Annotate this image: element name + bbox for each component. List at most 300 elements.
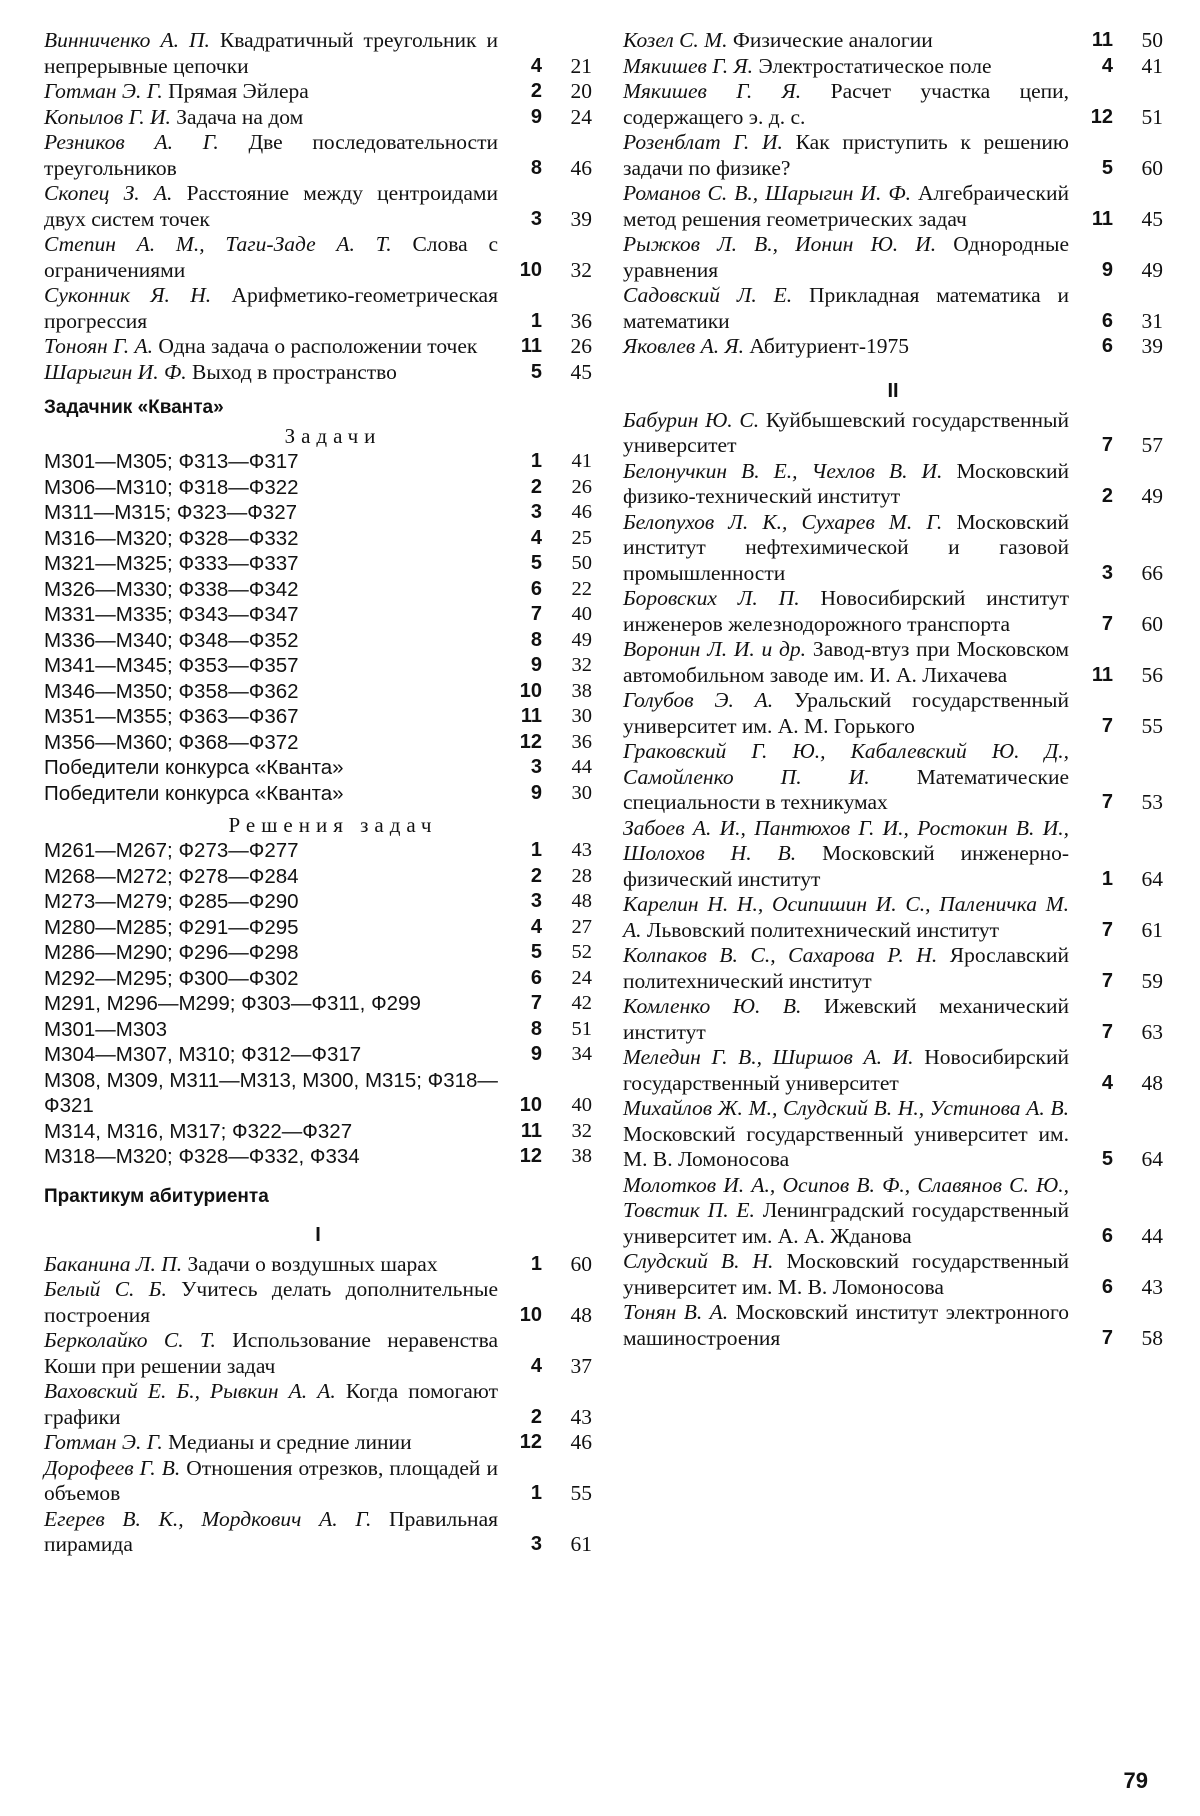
index-entry bbox=[44, 1328, 592, 1379]
entry-text bbox=[623, 994, 1069, 1045]
entry-title: Учитесь делать дополнительные построения bbox=[44, 1277, 498, 1327]
entry-title: Московский физико-технический институт bbox=[623, 458, 1070, 508]
issue-number: 6 bbox=[1101, 1224, 1113, 1247]
index-entry bbox=[623, 232, 1163, 283]
entry-text bbox=[44, 1507, 498, 1558]
issue-number: 8 bbox=[530, 628, 542, 651]
entry-author: Копылов Г. И. bbox=[44, 104, 171, 129]
issue-number: 10 bbox=[519, 679, 542, 702]
issue-number: 9 bbox=[530, 654, 542, 676]
problem-range-entry bbox=[44, 940, 592, 966]
issue-number: 7 bbox=[530, 992, 542, 1014]
problems-list bbox=[44, 449, 592, 806]
entry-title: Новосибирский институт инженеров железнодорожного транспорта bbox=[623, 586, 1069, 636]
problem-range: М280—М285; Ф291—Ф295 bbox=[44, 915, 299, 939]
issue-number: 9 bbox=[1101, 258, 1113, 281]
entry-author: Мякишев Г. Я. bbox=[623, 79, 802, 103]
issue-number: 10 bbox=[519, 1094, 542, 1116]
page-ref: 43 bbox=[571, 839, 592, 861]
entry-text bbox=[623, 816, 1069, 893]
entry-title: Медианы и средние линии bbox=[168, 1430, 412, 1454]
problem-range-entry bbox=[44, 781, 592, 807]
issue-number: 3 bbox=[530, 756, 542, 778]
entry-text bbox=[623, 408, 1069, 459]
page-ref: 24 bbox=[570, 104, 592, 129]
page-ref: 57 bbox=[1141, 433, 1163, 457]
index-entry bbox=[623, 459, 1163, 510]
issue-number: 3 bbox=[530, 501, 542, 523]
problem-range: М301—М303 bbox=[44, 1017, 168, 1041]
index-entry bbox=[44, 1507, 592, 1558]
entry-text bbox=[44, 1430, 498, 1456]
issue-number: 8 bbox=[530, 1017, 542, 1040]
page-ref: 60 bbox=[1141, 155, 1163, 180]
issue-number: 3 bbox=[1101, 561, 1113, 584]
entry-author: Бабурин Ю. С. bbox=[623, 407, 760, 432]
subheading-resheniya: Решения задач bbox=[228, 813, 438, 837]
issue-number: 12 bbox=[519, 1431, 542, 1453]
issue-number: 11 bbox=[1091, 29, 1113, 51]
index-entry bbox=[623, 1300, 1163, 1351]
entry-text bbox=[623, 283, 1069, 334]
entry-author: Слудский В. Н. bbox=[623, 1249, 774, 1273]
issue-number: 6 bbox=[1101, 335, 1113, 357]
entry-text bbox=[623, 79, 1069, 130]
issue-number: 9 bbox=[530, 105, 542, 128]
issue-number: 1 bbox=[530, 309, 542, 332]
entry-title: Львовский политехнический институт bbox=[646, 917, 1000, 942]
problem-range: М273—М279; Ф285—Ф290 bbox=[44, 890, 299, 913]
issue-number: 11 bbox=[1091, 207, 1113, 230]
problem-range: М301—М305; Ф313—Ф317 bbox=[44, 450, 299, 473]
entry-author: Козел С. М. bbox=[623, 28, 728, 52]
entry-title: Завод-втуз при Московском автомобильном заводе им. И. А. Лихачева bbox=[623, 637, 1069, 687]
entry-text bbox=[44, 1252, 498, 1278]
issue-number: 7 bbox=[1101, 714, 1113, 737]
entry-title: Слова с ограничениями bbox=[44, 232, 499, 282]
page-ref: 38 bbox=[571, 1145, 592, 1167]
entry-text bbox=[623, 28, 1069, 54]
issue-number: 6 bbox=[530, 966, 542, 989]
author-index-list-continued bbox=[623, 28, 1163, 360]
entry-title: Уральский государственный университет им. А. М. Горького bbox=[623, 688, 1070, 738]
page-ref: 27 bbox=[571, 915, 592, 938]
entry-text bbox=[44, 1379, 498, 1430]
page-ref: 45 bbox=[570, 359, 592, 384]
issue-number: 12 bbox=[519, 1145, 542, 1167]
problem-range: М261—М267; Ф273—Ф277 bbox=[44, 839, 299, 862]
issue-number: 9 bbox=[530, 1043, 542, 1065]
entry-title: Задачи о воздушных шарах bbox=[187, 1251, 438, 1276]
entry-author: Резников А. Г. bbox=[44, 130, 219, 154]
page-ref: 49 bbox=[1141, 257, 1163, 282]
index-entry bbox=[44, 79, 592, 105]
entry-author: Яковлев А. Я. bbox=[623, 334, 745, 358]
issue-number: 7 bbox=[1101, 612, 1113, 635]
issue-number: 5 bbox=[1101, 1148, 1113, 1170]
entry-author: Берколайко С. Т. bbox=[44, 1328, 216, 1352]
issue-number: 1 bbox=[530, 1252, 542, 1275]
index-entry bbox=[623, 637, 1163, 688]
problem-range-entry bbox=[44, 864, 592, 890]
entry-text bbox=[623, 739, 1069, 816]
index-entry bbox=[623, 1173, 1163, 1250]
entry-title: Новосибирский государственный университет bbox=[623, 1045, 1069, 1095]
index-entry bbox=[623, 994, 1163, 1045]
page-ref: 37 bbox=[570, 1353, 592, 1378]
entry-title: Московский государственный университет им. М. В. Ломоносова bbox=[623, 1249, 1070, 1299]
page-ref: 48 bbox=[1141, 1070, 1163, 1095]
problem-range: М321—М325; Ф333—Ф337 bbox=[44, 552, 299, 575]
entry-text bbox=[623, 459, 1069, 510]
entry-author: Винниченко А. П. bbox=[44, 28, 210, 52]
index-entry bbox=[623, 688, 1163, 739]
roman-heading-1: I bbox=[315, 1223, 321, 1246]
issue-number: 11 bbox=[520, 705, 542, 727]
problem-range-entry bbox=[44, 679, 592, 705]
entry-author: Белый С. Б. bbox=[44, 1277, 167, 1301]
index-entry bbox=[44, 232, 592, 283]
page-ref: 41 bbox=[1141, 53, 1163, 78]
problem-range-entry bbox=[44, 475, 592, 501]
entry-author: Михайлов Ж. М., Слудский В. Н., Устинова А. В. bbox=[623, 1096, 1069, 1120]
issue-number: 2 bbox=[1101, 485, 1113, 507]
page-ref: 52 bbox=[571, 941, 592, 963]
problem-range-entry bbox=[44, 1119, 592, 1145]
entry-text bbox=[44, 181, 498, 232]
page-ref: 55 bbox=[570, 1481, 592, 1505]
page-ref: 51 bbox=[1141, 104, 1163, 129]
page-ref: 50 bbox=[571, 552, 592, 574]
problem-range: Победители конкурса «Кванта» bbox=[44, 781, 344, 805]
issue-number: 6 bbox=[530, 577, 542, 600]
issue-number: 7 bbox=[1101, 791, 1113, 813]
page-number: 79 bbox=[1123, 1768, 1148, 1793]
issue-number: 7 bbox=[1101, 434, 1113, 456]
page-ref: 46 bbox=[570, 1430, 592, 1454]
entry-text bbox=[623, 1300, 1069, 1351]
issue-number: 2 bbox=[530, 80, 542, 102]
issue-number: 4 bbox=[1101, 1071, 1113, 1094]
issue-number: 11 bbox=[1091, 663, 1113, 686]
page-ref: 22 bbox=[571, 577, 592, 600]
page-ref: 26 bbox=[571, 475, 592, 498]
issue-number: 1 bbox=[530, 839, 542, 861]
problem-range: М351—М355; Ф363—Ф367 bbox=[44, 705, 299, 728]
entry-author: Боровских Л. П. bbox=[623, 586, 800, 610]
entry-author: Баканина Л. П. bbox=[44, 1251, 183, 1276]
solutions-list bbox=[44, 838, 592, 1170]
entry-title: Отношения отрезков, площадей и объемов bbox=[44, 1455, 499, 1505]
index-entry bbox=[623, 181, 1163, 232]
entry-author: Дорофеев Г. В. bbox=[44, 1455, 181, 1480]
index-entry bbox=[623, 1249, 1163, 1300]
entry-author: Розенблат Г. И. bbox=[623, 130, 783, 154]
index-entry bbox=[623, 586, 1163, 637]
issue-number: 3 bbox=[530, 890, 542, 912]
entry-text bbox=[623, 586, 1069, 637]
entry-text bbox=[623, 637, 1069, 688]
entry-title: Квадратичный треугольник и непрерывные цепочки bbox=[44, 28, 498, 78]
page-ref: 61 bbox=[1141, 917, 1163, 942]
problem-range-entry bbox=[44, 966, 592, 992]
problem-range-entry bbox=[44, 526, 592, 552]
entry-text bbox=[44, 79, 498, 105]
entry-author: Шарыгин И. Ф. bbox=[44, 359, 187, 384]
problem-range-entry bbox=[44, 1017, 592, 1043]
problem-range: М308, М309, М311—М313, М300, М315; Ф318—Ф321 bbox=[44, 1068, 498, 1117]
page-ref: 36 bbox=[571, 730, 592, 753]
index-entry bbox=[623, 334, 1163, 360]
entry-text bbox=[623, 1096, 1069, 1173]
index-entry bbox=[623, 130, 1163, 181]
page-ref: 46 bbox=[570, 155, 592, 180]
entry-text bbox=[623, 688, 1069, 739]
entry-title: Физические аналогии bbox=[732, 28, 933, 52]
problem-range: М346—М350; Ф358—Ф362 bbox=[44, 679, 299, 703]
problem-range-entry bbox=[44, 755, 592, 781]
issue-number: 3 bbox=[530, 207, 542, 230]
page-ref: 63 bbox=[1141, 1019, 1163, 1044]
entry-title: Математические специальности в техникумах bbox=[623, 764, 1070, 814]
index-entry bbox=[623, 28, 1163, 54]
entry-title: Когда помогают графики bbox=[44, 1379, 498, 1429]
problem-range: М341—М345; Ф353—Ф357 bbox=[44, 654, 299, 677]
problem-range: М306—М310; Ф318—Ф322 bbox=[44, 475, 299, 499]
page-ref: 61 bbox=[570, 1532, 592, 1556]
praktikum-list-2 bbox=[623, 408, 1163, 1352]
page-ref: 60 bbox=[1141, 611, 1163, 636]
issue-number: 5 bbox=[1101, 156, 1113, 179]
problem-range-entry bbox=[44, 915, 592, 941]
entry-title: Одна задача о расположении точек bbox=[158, 334, 478, 358]
problem-range-entry bbox=[44, 838, 592, 864]
problem-range-entry bbox=[44, 1068, 592, 1119]
page-ref: 42 bbox=[571, 992, 592, 1014]
problem-range: М336—М340; Ф348—Ф352 bbox=[44, 628, 299, 652]
issue-number: 5 bbox=[530, 360, 542, 383]
section-heading-zadachnik: Задачник «Кванта» bbox=[44, 397, 224, 418]
issue-number: 1 bbox=[530, 1482, 542, 1504]
entry-title: Ярославский политехнический институт bbox=[623, 943, 1069, 993]
entry-author: Садовский Л. Е. bbox=[623, 283, 793, 307]
entry-author: Готман Э. Г. bbox=[44, 79, 163, 103]
entry-title: Расстояние между центроидами двух систем точек bbox=[44, 181, 498, 231]
page-ref: 31 bbox=[1141, 308, 1163, 333]
index-entry bbox=[623, 79, 1163, 130]
issue-number: 4 bbox=[530, 915, 542, 938]
page-ref: 25 bbox=[571, 526, 592, 549]
entry-text bbox=[623, 943, 1069, 994]
problem-range-entry bbox=[44, 704, 592, 730]
page-ref: 20 bbox=[570, 79, 592, 103]
issue-number: 2 bbox=[530, 864, 542, 887]
entry-title: Электростатическое поле bbox=[758, 53, 992, 78]
problem-range-entry bbox=[44, 730, 592, 756]
entry-text bbox=[623, 892, 1069, 943]
issue-number: 9 bbox=[530, 781, 542, 804]
index-entry bbox=[623, 1096, 1163, 1173]
entry-text bbox=[623, 130, 1069, 181]
problem-range-entry bbox=[44, 1042, 592, 1068]
index-entry bbox=[44, 360, 592, 386]
entry-text bbox=[623, 181, 1069, 232]
page-ref: 26 bbox=[570, 334, 592, 358]
entry-author: Мякишев Г. Я. bbox=[623, 53, 754, 78]
page-ref: 64 bbox=[1141, 866, 1163, 891]
problem-range: М356—М360; Ф368—Ф372 bbox=[44, 730, 299, 754]
entry-author: Суконник Я. Н. bbox=[44, 283, 212, 307]
index-entry bbox=[623, 283, 1163, 334]
entry-title: Однородные уравнения bbox=[623, 232, 1069, 282]
entry-author: Меледин Г. В., Ширшов А. И. bbox=[623, 1045, 914, 1069]
problem-range-entry bbox=[44, 653, 592, 679]
entry-text bbox=[623, 1173, 1069, 1250]
problem-range-entry bbox=[44, 500, 592, 526]
problem-range-entry bbox=[44, 1144, 592, 1170]
entry-author: Рыжков Л. В., Ионин Ю. И. bbox=[623, 232, 937, 256]
issue-number: 2 bbox=[530, 475, 542, 498]
problem-range: М311—М315; Ф323—Ф327 bbox=[44, 501, 298, 524]
entry-author: Ваховский Е. Б., Рывкин А. А. bbox=[44, 1379, 336, 1403]
issue-number: 10 bbox=[519, 258, 542, 281]
issue-number: 4 bbox=[1101, 54, 1113, 77]
issue-number: 7 bbox=[1101, 918, 1113, 941]
entry-author: Воронин Л. И. и др. bbox=[623, 637, 807, 661]
entry-title: Две последовательности треугольников bbox=[44, 130, 498, 180]
subheading-zadachi: Задачи bbox=[284, 424, 382, 448]
issue-number: 5 bbox=[530, 941, 542, 963]
entry-text bbox=[44, 232, 498, 283]
index-entry bbox=[623, 1045, 1163, 1096]
problem-range: Победители конкурса «Кванта» bbox=[44, 756, 344, 779]
issue-number: 7 bbox=[1101, 1326, 1113, 1349]
left-column bbox=[44, 28, 592, 1558]
problem-range: М326—М330; Ф338—Ф342 bbox=[44, 577, 299, 601]
issue-number: 7 bbox=[1101, 1020, 1113, 1043]
entry-title: Арифметико-геометрическая прогрессия bbox=[44, 283, 498, 333]
problem-range-entry bbox=[44, 551, 592, 577]
entry-text bbox=[623, 1045, 1069, 1096]
issue-number: 1 bbox=[530, 450, 542, 472]
entry-text bbox=[44, 360, 498, 386]
entry-text bbox=[623, 1249, 1069, 1300]
entry-title: Правильная пирамида bbox=[44, 1506, 498, 1556]
problem-range-entry bbox=[44, 602, 592, 628]
entry-title: Задача на дом bbox=[176, 104, 304, 129]
issue-number: 11 bbox=[520, 335, 542, 357]
issue-number: 7 bbox=[530, 603, 542, 625]
index-entry bbox=[44, 334, 592, 360]
index-entry bbox=[44, 181, 592, 232]
entry-title: Московский инженерно-физический институт bbox=[623, 841, 1069, 891]
page-ref: 43 bbox=[1141, 1274, 1163, 1299]
page-ref: 64 bbox=[1141, 1147, 1163, 1171]
issue-number: 1 bbox=[1101, 867, 1113, 890]
issue-number: 11 bbox=[520, 1119, 542, 1142]
issue-number: 4 bbox=[530, 54, 542, 77]
page-ref: 30 bbox=[571, 781, 592, 804]
entry-author: Готман Э. Г. bbox=[44, 1430, 163, 1454]
entry-title: Использование неравенства Коши при решении задач bbox=[44, 1328, 498, 1378]
page-ref: 39 bbox=[1141, 334, 1163, 358]
roman-heading-2: II bbox=[887, 379, 899, 402]
entry-text bbox=[44, 1328, 498, 1379]
entry-author: Забоев А. И., Пантюхов Г. И., Ростокин В. И., Шолохов Н. В. bbox=[623, 815, 1069, 865]
issue-number: 2 bbox=[530, 1405, 542, 1428]
entry-author: Граковский Г. Ю., Кабалевский Ю. Д., Самойленко П. И. bbox=[623, 739, 1069, 789]
entry-text bbox=[44, 130, 498, 181]
problem-range-entry bbox=[44, 889, 592, 915]
issue-number: 4 bbox=[530, 526, 542, 549]
entry-author: Голубов Э. А. bbox=[623, 688, 774, 712]
page-ref: 53 bbox=[1141, 790, 1163, 814]
page-ref: 43 bbox=[570, 1404, 592, 1429]
page-ref: 56 bbox=[1141, 662, 1163, 687]
index-entry bbox=[44, 130, 592, 181]
page-ref: 32 bbox=[571, 1119, 592, 1142]
index-entry bbox=[623, 408, 1163, 459]
index-entry bbox=[44, 105, 592, 131]
entry-title: Прикладная математика и математики bbox=[623, 283, 1070, 333]
issue-number: 6 bbox=[1101, 309, 1113, 332]
issue-number: 6 bbox=[1101, 1275, 1113, 1298]
problem-range: М268—М272; Ф278—Ф284 bbox=[44, 864, 299, 888]
entry-title: Алгебраический метод решения геометрических задач bbox=[623, 181, 1069, 231]
page-ref: 66 bbox=[1141, 560, 1163, 585]
entry-text bbox=[44, 105, 498, 131]
page-ref: 49 bbox=[571, 628, 592, 651]
entry-author: Скопец З. А. bbox=[44, 181, 173, 205]
index-entry bbox=[44, 1252, 592, 1278]
page-ref: 32 bbox=[570, 257, 592, 282]
page-ref: 46 bbox=[571, 501, 592, 523]
page-ref: 41 bbox=[571, 450, 592, 472]
issue-number: 4 bbox=[530, 1354, 542, 1377]
problem-range-entry bbox=[44, 577, 592, 603]
index-entry bbox=[623, 816, 1163, 893]
entry-author: Степин А. М., Таги-Заде А. Т. bbox=[44, 232, 392, 256]
issue-number: 8 bbox=[530, 156, 542, 179]
entry-title: Расчет участка цепи, содержащего э. д. с. bbox=[623, 79, 1069, 129]
problem-range: М292—М295; Ф300—Ф302 bbox=[44, 966, 299, 990]
problem-range: М331—М335; Ф343—Ф347 bbox=[44, 603, 299, 626]
page-ref: 49 bbox=[1141, 484, 1163, 508]
entry-text bbox=[623, 232, 1069, 283]
page-ref: 55 bbox=[1141, 713, 1163, 738]
entry-author: Тоноян Г. А. bbox=[44, 334, 153, 358]
issue-number: 5 bbox=[530, 552, 542, 574]
page-ref: 21 bbox=[570, 53, 592, 78]
entry-author: Карелин Н. Н., Осипишин И. С., Паленичка М. А. bbox=[623, 892, 1069, 942]
index-entry bbox=[44, 1277, 592, 1328]
issue-number: 10 bbox=[519, 1303, 542, 1326]
entry-title: Московский государственный университет им. М. В. Ломоносова bbox=[623, 1121, 1069, 1171]
entry-text bbox=[623, 54, 1069, 80]
page-ref: 45 bbox=[1141, 206, 1163, 231]
page-ref: 24 bbox=[571, 966, 592, 989]
index-entry bbox=[44, 28, 592, 79]
entry-author: Колпаков В. С., Сахарова Р. Н. bbox=[623, 943, 938, 967]
problem-range: М318—М320; Ф328—Ф332, Ф334 bbox=[44, 1145, 360, 1168]
page-ref: 51 bbox=[571, 1017, 592, 1040]
entry-title: Ленинградский государственный университет им. А. А. Жданова bbox=[623, 1198, 1069, 1248]
right-column bbox=[623, 28, 1163, 1351]
entry-author: Белонучкин В. Е., Чехлов В. И. bbox=[623, 458, 943, 483]
entry-author: Комленко Ю. В. bbox=[623, 994, 802, 1018]
entry-text bbox=[44, 1456, 498, 1507]
page-ref: 36 bbox=[570, 308, 592, 333]
